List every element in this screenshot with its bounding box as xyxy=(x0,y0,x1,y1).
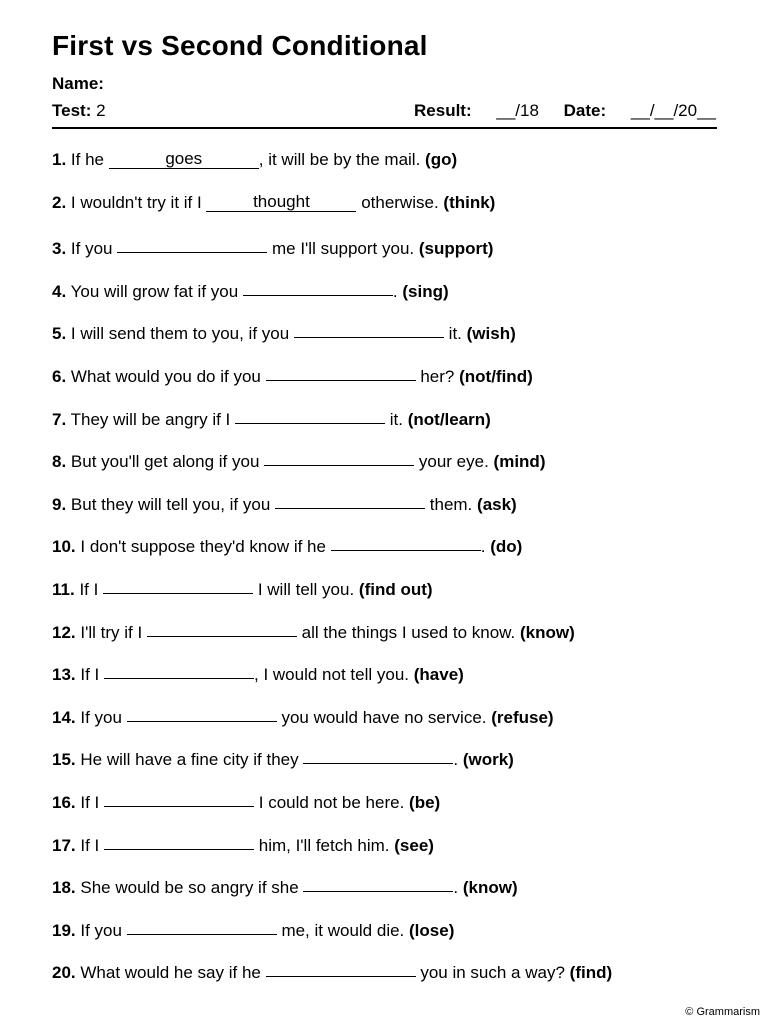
answer-blank[interactable] xyxy=(147,617,297,637)
answer-blank[interactable] xyxy=(104,830,254,850)
question-text-after: you in such a way? xyxy=(420,963,565,983)
question-text-before: He will have a fine city if they xyxy=(80,750,299,770)
result-label: Result: xyxy=(414,101,472,120)
question-number: 8. xyxy=(52,452,67,472)
question-item xyxy=(52,405,491,431)
verb-hint: (wish) xyxy=(466,324,516,344)
answer-blank[interactable] xyxy=(275,489,425,509)
question-text-before: I'll try if I xyxy=(80,622,143,642)
answer-blank[interactable] xyxy=(127,702,277,722)
test-info xyxy=(52,101,106,121)
question-item xyxy=(52,703,554,729)
answer-blank[interactable] xyxy=(104,787,254,807)
question-item xyxy=(52,447,545,473)
test-value: 2 xyxy=(96,101,106,120)
answer-blank[interactable]: goes xyxy=(109,149,259,169)
question-text-before: I will send them to you, if you xyxy=(70,324,290,344)
verb-hint: (work) xyxy=(462,750,514,770)
question-item xyxy=(52,362,533,388)
question-text-after: I could not be here. xyxy=(258,793,405,812)
question-item xyxy=(52,745,514,771)
answer-blank[interactable] xyxy=(264,446,414,466)
question-number: 20. xyxy=(52,963,76,983)
verb-hint: (refuse) xyxy=(491,707,554,727)
question-number: 7. xyxy=(52,409,67,429)
verb-hint: (know) xyxy=(519,622,575,642)
question-text-before: If I xyxy=(80,793,100,812)
verb-hint: (mind) xyxy=(493,452,546,472)
question-text-after: . xyxy=(480,537,486,557)
question-number: 2. xyxy=(52,192,67,212)
answer-blank[interactable] xyxy=(331,531,481,551)
question-text-before: If he xyxy=(70,150,105,169)
answer-blank[interactable]: thought xyxy=(206,192,356,212)
verb-hint: (ask) xyxy=(477,494,517,514)
question-text-before: They will be angry if I xyxy=(70,409,231,429)
question-number: 3. xyxy=(52,239,67,259)
question-text-before: She would be so angry if she xyxy=(80,878,299,898)
verb-hint: (lose) xyxy=(409,920,455,940)
verb-hint: (see) xyxy=(394,835,434,855)
question-text-before: What would he say if he xyxy=(80,963,261,983)
question-number: 1. xyxy=(52,150,67,169)
answer-blank[interactable] xyxy=(243,276,393,296)
verb-hint: (go) xyxy=(425,150,458,169)
verb-hint: (think) xyxy=(443,192,496,212)
question-number: 11. xyxy=(52,580,75,599)
header-divider xyxy=(52,127,717,129)
question-text-after: . xyxy=(453,750,459,770)
question-item xyxy=(52,618,575,644)
answer-blank[interactable] xyxy=(303,744,453,764)
question-text-after: it. xyxy=(448,324,462,344)
verb-hint: (be) xyxy=(409,793,441,812)
question-item xyxy=(52,149,457,171)
answer-blank[interactable] xyxy=(104,659,254,679)
question-item xyxy=(52,916,454,942)
test-meta-row xyxy=(52,101,716,121)
question-item xyxy=(52,277,449,303)
question-text-before: I don't suppose they'd know if he xyxy=(80,537,326,557)
question-number: 6. xyxy=(52,367,67,386)
question-text-before: What would you do if you xyxy=(70,367,261,386)
question-item xyxy=(52,234,493,260)
verb-hint: (not/find) xyxy=(459,367,533,386)
question-number: 16. xyxy=(52,793,76,812)
copyright-credit: © Grammarism xyxy=(685,1006,760,1018)
question-text-after: you would have no service. xyxy=(281,707,487,727)
question-text-after: me I'll support you. xyxy=(271,239,415,259)
verb-hint: (find out) xyxy=(358,580,433,599)
question-item xyxy=(52,319,516,345)
question-item xyxy=(52,575,433,601)
date-label: Date: xyxy=(563,101,607,120)
verb-hint: (sing) xyxy=(402,281,449,301)
question-number: 10. xyxy=(52,537,76,557)
question-text-after: me, it would die. xyxy=(281,920,405,940)
question-text-before: If I xyxy=(80,835,100,855)
verb-hint: (know) xyxy=(462,878,518,898)
question-text-before: But they will tell you, if you xyxy=(70,494,271,514)
question-text-before: If you xyxy=(80,920,122,940)
question-text-before: But you'll get along if you xyxy=(70,452,260,472)
answer-blank[interactable] xyxy=(103,574,253,594)
question-text-after: , I would not tell you. xyxy=(254,665,409,685)
question-text-after: . xyxy=(453,878,459,898)
question-text-after: them. xyxy=(429,494,473,514)
question-number: 15. xyxy=(52,750,76,770)
verb-hint: (do) xyxy=(490,537,523,557)
question-number: 17. xyxy=(52,835,76,855)
answer-blank[interactable] xyxy=(117,233,267,253)
question-item xyxy=(52,873,518,899)
question-number: 12. xyxy=(52,622,76,642)
answer-blank[interactable] xyxy=(303,872,453,892)
worksheet-title: First vs Second Conditional xyxy=(52,30,428,61)
answer-blank[interactable] xyxy=(266,361,416,381)
result-date-info xyxy=(414,101,716,121)
name-label: Name: xyxy=(52,74,104,93)
question-text-after: , it will be by the mail. xyxy=(258,150,421,169)
result-value: __/18 xyxy=(496,101,539,120)
question-item xyxy=(52,490,517,516)
question-text-before: If I xyxy=(80,665,100,685)
question-text-after: otherwise. xyxy=(361,192,439,212)
question-text-after: your eye. xyxy=(418,452,489,472)
question-text-after: . xyxy=(392,281,398,301)
question-text-after: it. xyxy=(389,409,403,429)
question-text-before: If you xyxy=(80,707,122,727)
question-number: 19. xyxy=(52,920,76,940)
answer-blank[interactable] xyxy=(294,318,444,338)
question-item xyxy=(52,532,522,558)
answer-blank[interactable] xyxy=(235,404,385,424)
question-text-after: all the things I used to know. xyxy=(301,622,516,642)
question-text-before: I wouldn't try it if I xyxy=(70,192,202,212)
question-number: 9. xyxy=(52,494,67,514)
date-value: __/__/20__ xyxy=(630,101,716,120)
question-item xyxy=(52,788,440,814)
question-number: 13. xyxy=(52,665,76,685)
verb-hint: (find) xyxy=(569,963,613,983)
question-text-after: I will tell you. xyxy=(257,580,355,599)
question-text-before: If you xyxy=(70,239,113,259)
verb-hint: (not/learn) xyxy=(407,409,491,429)
question-item xyxy=(52,192,495,214)
question-item xyxy=(52,660,464,686)
question-item xyxy=(52,831,434,857)
question-number: 18. xyxy=(52,878,76,898)
question-number: 5. xyxy=(52,324,67,344)
question-text-before: If I xyxy=(79,580,99,599)
question-number: 14. xyxy=(52,707,76,727)
question-number: 4. xyxy=(52,281,67,301)
answer-blank[interactable] xyxy=(127,915,277,935)
test-label: Test: xyxy=(52,101,92,120)
question-text-after: him, I'll fetch him. xyxy=(258,835,390,855)
verb-hint: (have) xyxy=(413,665,464,685)
question-text-before: You will grow fat if you xyxy=(70,281,239,301)
verb-hint: (support) xyxy=(418,239,494,259)
question-text-after: her? xyxy=(420,367,455,386)
question-item xyxy=(52,958,612,984)
answer-blank[interactable] xyxy=(266,957,416,977)
